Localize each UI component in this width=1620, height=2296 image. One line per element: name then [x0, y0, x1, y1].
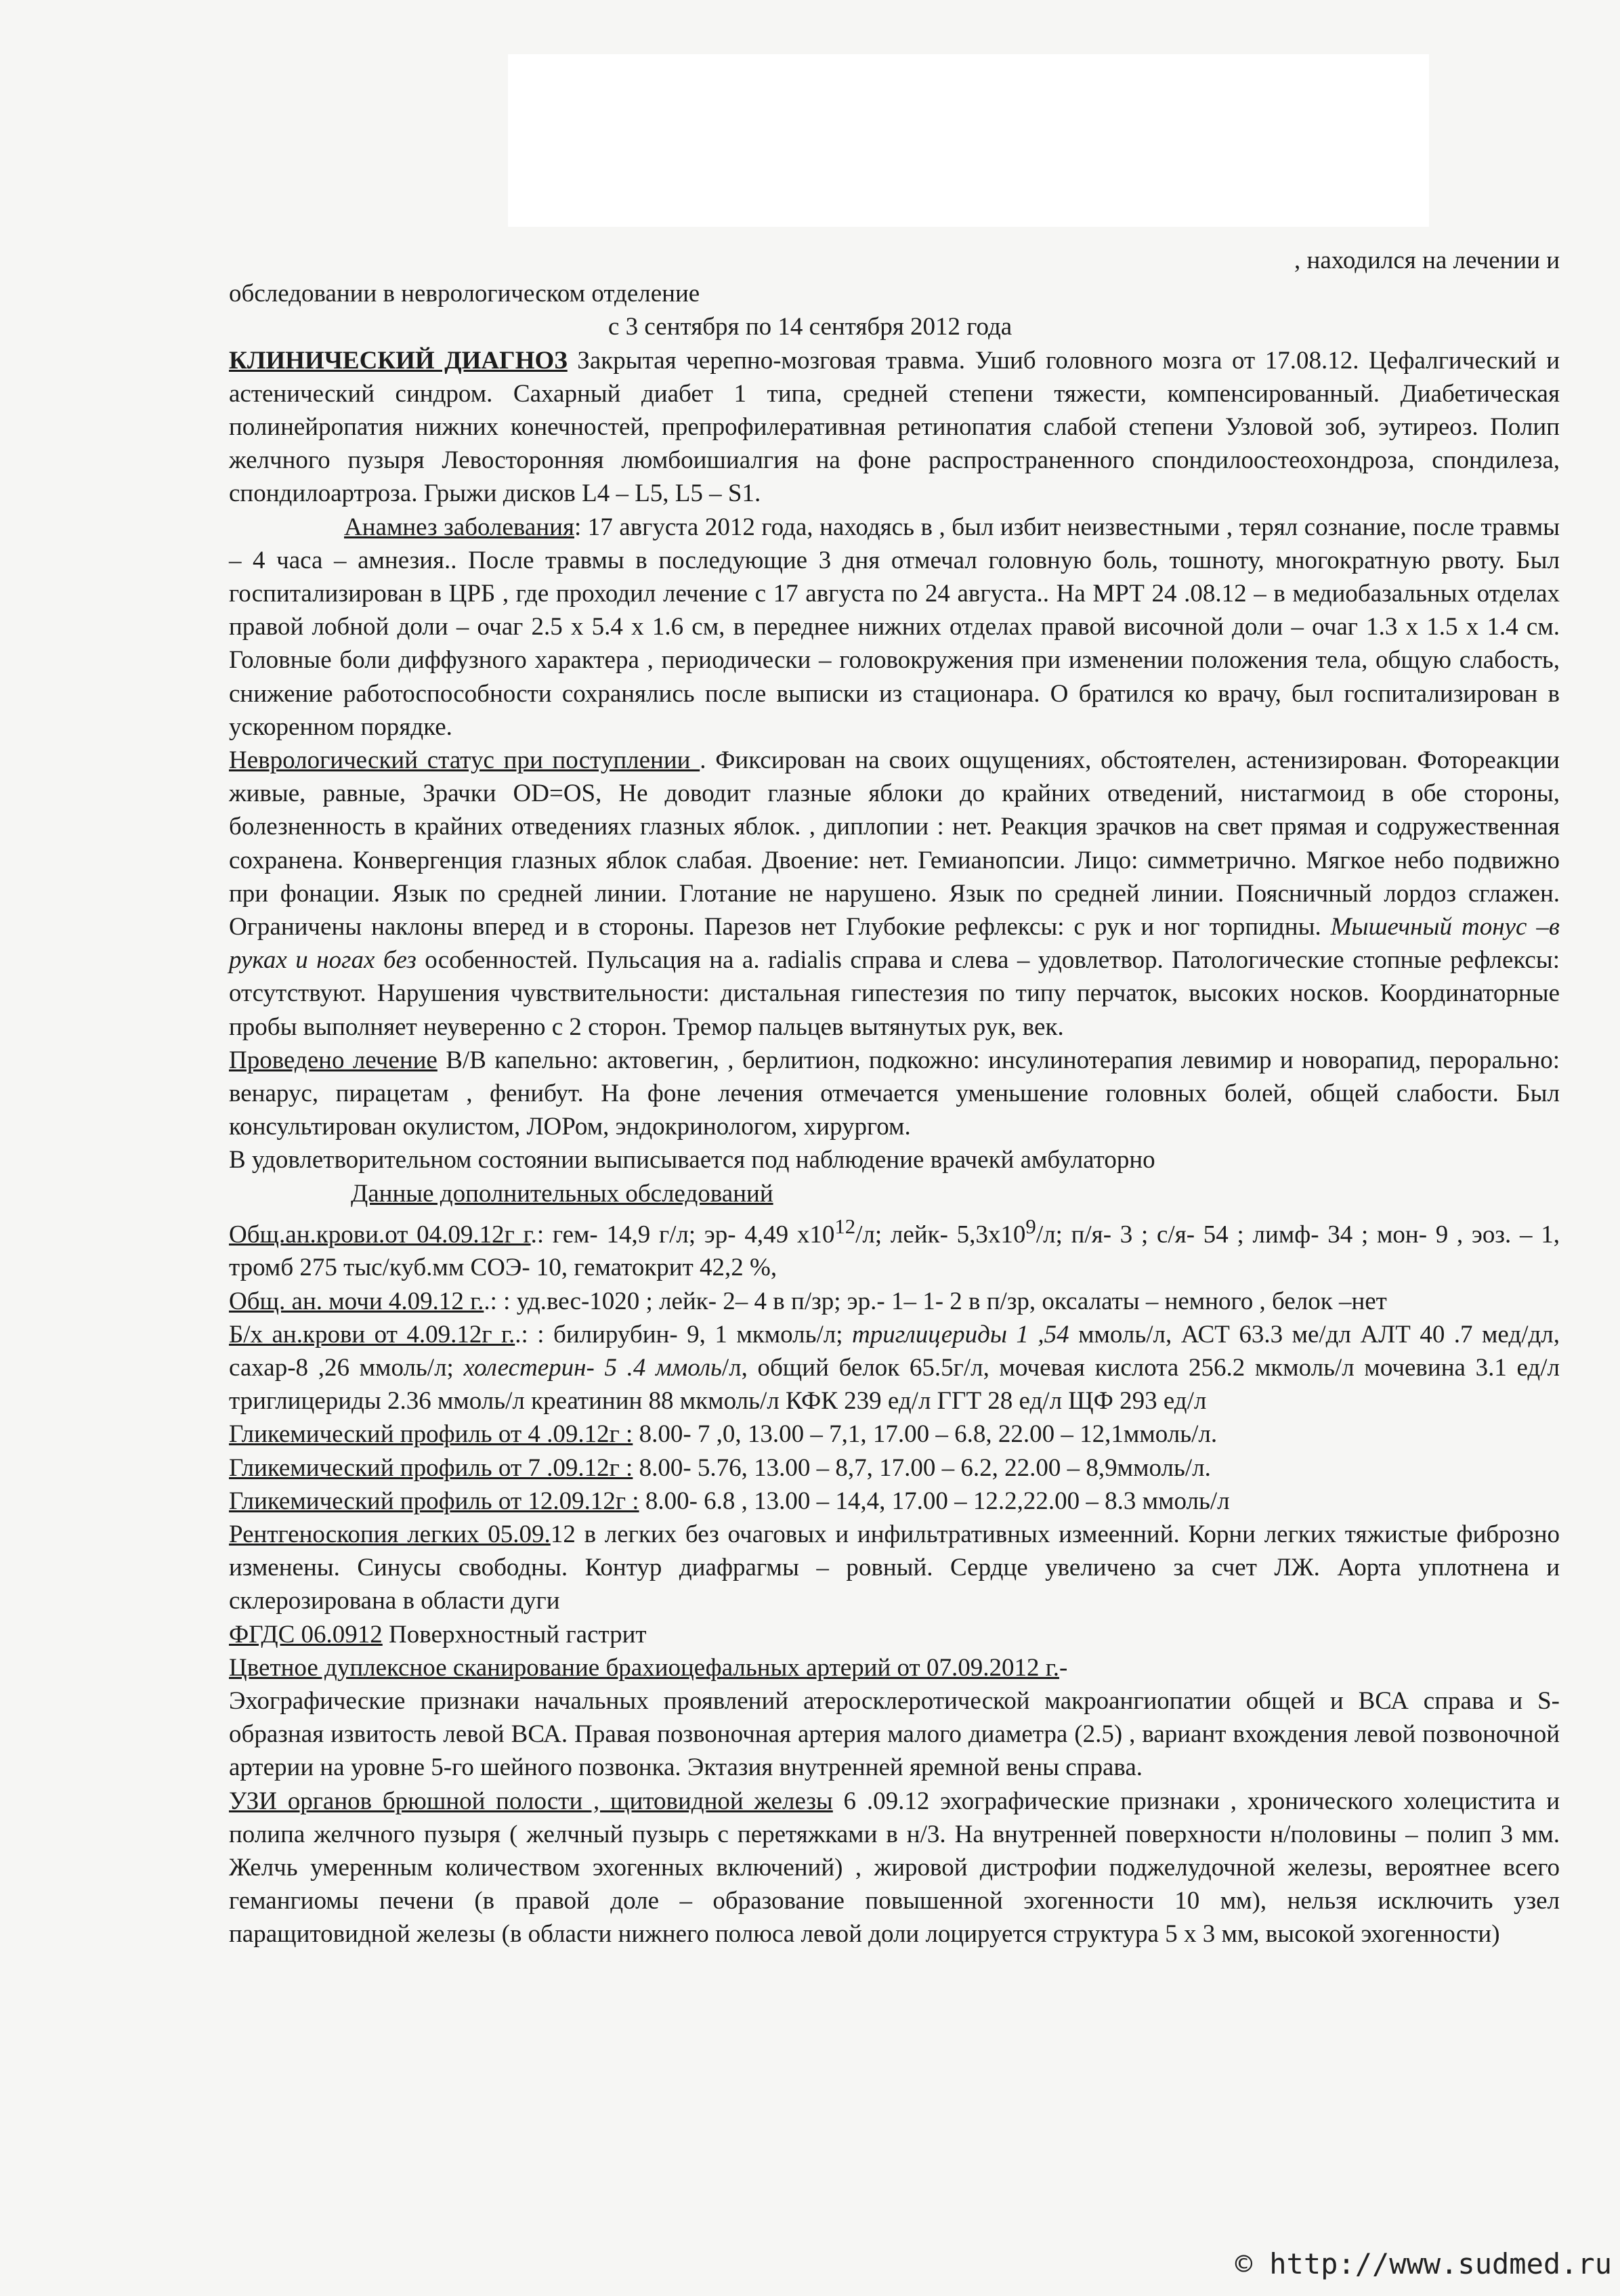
anamnesis-section [229, 511, 1560, 744]
glycemic-profile-2 [229, 1451, 1560, 1485]
header-line-2: обследовании в неврологическом отделение [229, 280, 700, 308]
uzi-label: УЗИ органов брюшной полости , щитовидной железы [229, 1787, 833, 1815]
xray-label: Рентгеноскопия легких 05.09. [229, 1521, 551, 1549]
treatment-dates: с 3 сентября по 14 сентября 2012 года [608, 313, 1012, 341]
diagnosis-label: КЛИНИЧЕСКИЙ ДИАГНОЗ [229, 346, 568, 375]
fgds-section [229, 1618, 1560, 1651]
additional-title [351, 1177, 1560, 1210]
additional-title-text: Данные дополнительных обследований [351, 1179, 773, 1208]
urine-text: .: : уд.вес-1020 ; лейк- 2– 4 в п/зр; эр.- 1– 1- 2 в п/зр, оксалаты – немного , белок –нет [484, 1287, 1387, 1315]
blood-sup-2: 9 [1025, 1214, 1036, 1238]
glycemic-label: Гликемический профиль от 12.09.12г : [229, 1487, 639, 1515]
treatment-section [229, 1044, 1560, 1144]
blood-text: .: гем- 14,9 г/л; эр- 4,49 x10 [530, 1220, 835, 1249]
biochem-italic-1: триглицериды 1 ,54 [851, 1320, 1069, 1348]
blood-label: Общ.ан.крови.от 04.09.12г г [229, 1220, 531, 1249]
duplex-title [229, 1651, 1560, 1684]
duplex-label-tail: - [1059, 1653, 1068, 1682]
blood-section [229, 1210, 1560, 1285]
xray-text: 12 в легких без очаговых и инфильтративных измеенний. Корни легких тяжистые фиброзно изменены. Синусы свободны. Контур диафрагмы – ровный. Сердце увеличено за счет ЛЖ. Аорта уплотнена и склерозирована в области дуги [229, 1521, 1560, 1615]
glycemic-text: 8.00- 7 ,0, 13.00 – 7,1, 17.00 – 6.8, 22.00 – 12,1ммоль/л. [633, 1420, 1218, 1449]
duplex-text: Эхографические признаки начальных проявлений атеросклеротической макроангиопатии общей и ВСА справа и S-образная извитость левой ВСА. Правая позвоночная артерия малого диаметра (2.5) , вариант вхождения левой позвоночной артерии на уровне 5-го шейного позвонка. Эктазия внутренней яремной вены справа. [229, 1687, 1560, 1782]
glycemic-profile-3 [229, 1485, 1560, 1518]
fgds-text: Поверхностный гастрит [382, 1620, 647, 1649]
anamnesis-label: Анамнез заболевания [344, 513, 574, 541]
biochem-text-3: /л, общий белок 65.5г/л, мочевая кислота 256.2 мкмоль/л мочевина 3.1 ед/л триглицериды 2.36 ммоль/л креатинин 88 мкмоль/л КФК 239 ед/л ГГТ 28 ед/л ЩФ 293 ед/л [229, 1354, 1560, 1416]
anamnesis-text: : 17 августа 2012 года, находясь в , был избит неизвестными , терял сознание, после травмы – 4 часа – амнезия.. После травмы в последующие 3 дня отмечал головную боль, тошноту, многократную рвоту. Был госпитализирован в ЦРБ , где проходил лечение с 17 августа по 24 августа.. На МРТ 24 .08.12 – в медиобазальных отделах правой лобной доли – очаг 2.5 х 5.4 х 1.6 см, в переднее нижних отделах правой височной доли – очаг 1.3 х 1.5 х 1.4 см. Головные боли диффузного характера , периодически – головокружения при изменении положения тела, общую слабость, снижение работоспособности сохранялись после выписки из стационара. О братился ко врачу, был госпитализирован в ускоренном порядке. [229, 513, 1560, 741]
glycemic-text: 8.00- 5.76, 13.00 – 8,7, 17.00 – 6.2, 22.00 – 8,9ммоль/л. [633, 1453, 1211, 1482]
glycemic-label: Гликемический профиль от 7 .09.12г : [229, 1453, 633, 1482]
neuro-text-2: особенностей. Пульсация на a. radialis справа и слева – удовлетвор. Патологические стопные рефлексы: отсутствуют. Нарушения чувствительности: дистальная гипестезия по типу перчаток, высоких носков. Координаторные пробы выполняет неуверенно с 2 сторон. Тремор пальцев вытянутых рук, век. [229, 946, 1560, 1041]
urine-label: Общ. ан. мочи 4.09.12 г. [229, 1287, 484, 1315]
blood-text-c: /л; п/я- 3 ; с/я- 54 ; лимф- 34 ; мон- 9 , эоз. – 1, тромб 275 тыс/куб.мм СОЭ- 10, гематокрит 42,2 %, [229, 1220, 1560, 1282]
fgds-label: ФГДС 06.0912 [229, 1620, 383, 1649]
uzi-text: 6 .09.12 эхографические признаки , хронического холецистита и полипа желчного пузыря ( желчный пузырь с перетяжками в н/3. На внутренней поверхности н/половины – полип 3 мм. Желчь умеренным количеством эхогенных включений) , жировой дистрофии поджелудочной железы, вероятнее всего гемангиомы печени (в правой доле – образование повышенной эхогенности 10 мм), нельзя исключить узел паращитовидной железы (в области нижнего полюса левой доли лоцируется структура 5 х 3 мм, высокой эхогенности) [229, 1787, 1560, 1949]
blood-text-b: /л; лейк- 5,3x10 [855, 1220, 1026, 1249]
treatment-label: Проведено лечение [229, 1046, 438, 1074]
xray-section [229, 1518, 1560, 1618]
watermark: © http://www.sudmed.ru [1235, 2247, 1612, 2280]
glycemic-profile-1 [229, 1418, 1560, 1451]
diagnosis-text: Закрытая черепно-мозговая травма. Ушиб головного мозга от 17.08.12. Цефалгический и астенический синдром. Сахарный диабет 1 типа, средней степени тяжести, компенсированный. Диабетическая полинейропатия нижних конечностей, препрофилеративная ретинопатия слабой степени Узловой зоб, эутиреоз. Полип желчного пузыря Левосторонняя люмбоишиалгия на фоне распространенного спондилоостеохондроза, спондилеза, спондилоартроза. Грыжи дисков L4 – L5, L5 – S1. [229, 346, 1560, 508]
blood-sup-1: 12 [834, 1214, 856, 1238]
biochem-text: .: : билирубин- 9, 1 мкмоль/л; [515, 1320, 852, 1348]
neuro-label: Неврологический статус при поступлении [229, 746, 700, 775]
glycemic-label: Гликемический профиль от 4 .09.12г : [229, 1420, 633, 1449]
neuro-text: . Фиксирован на своих ощущениях, обстоятелен, астенизирован. Фотореакции живые, равные, Зрачки OD=OS, Не доводит глазные яблоки до крайних отведений, нистагмоид в обе стороны, болезненность в крайних отведениях глазных яблок. , диплопии : нет. Реакция зрачков на свет прямая и содружественная сохранена. Конвергенция глазных яблок слабая. Двоение: нет. Гемианопсии. Лицо: симметрично. Мягкое небо подвижно при фонации. Язык по средней линии. Глотание не нарушено. Язык по средней линии. Поясничный лордоз сглажен. Ограничены наклоны вперед и в стороны. Парезов нет Глубокие рефлексы: с рук и ног торпидны. [229, 746, 1560, 941]
neuro-italic: Мышечный тонус –в руках и ногах без [229, 913, 1560, 975]
uzi-section [229, 1785, 1560, 1951]
discharge-line: В удовлетворительном состоянии выписывается под наблюдение врачекй амбулаторно [229, 1146, 1155, 1174]
biochem-italic-2: холестерин- 5 .4 ммоль [463, 1354, 722, 1382]
treatment-text: В/В капельно: актовегин, , берлитион, подкожно: инсулинотерапия левимир и новорапид, перорально: венарус, пирацетам , фенибут. На фоне лечения отмечается уменьшение головных болей, общей слабости. Был консультирован окулистом, ЛОРом, эндокринологом, хирургом. [229, 1046, 1560, 1141]
urine-section [229, 1285, 1560, 1318]
redaction-block [508, 54, 1429, 227]
diagnosis-section [229, 344, 1560, 511]
biochem-label: Б/х ан.крови от 4.09.12г г. [229, 1320, 515, 1348]
biochem-text-2: ммоль/л, АСТ 63.3 ме/дл АЛТ 40 .7 мед/дл, сахар-8 ,26 ммоль/л; [229, 1320, 1560, 1382]
neuro-section [229, 744, 1560, 1044]
header-line-1: , находился на лечении и [1294, 247, 1560, 274]
glycemic-text: 8.00- 6.8 , 13.00 – 14,4, 17.00 – 12.2,22.00 – 8.3 ммоль/л [639, 1487, 1230, 1515]
duplex-label: Цветное дуплексное сканирование брахиоцефальных артерий от 07.09.2012 г. [229, 1653, 1059, 1682]
biochem-section [229, 1318, 1560, 1418]
document-body [229, 244, 1560, 1951]
